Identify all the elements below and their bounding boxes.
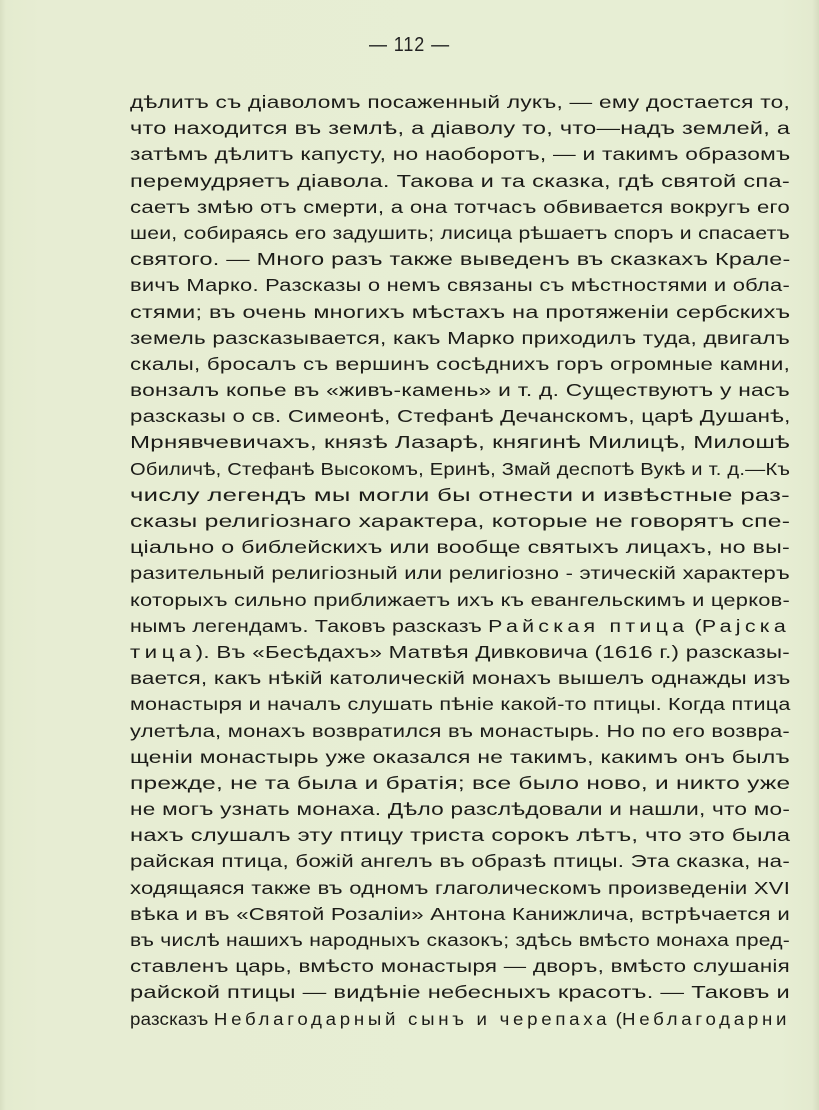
- text-line: числу легендъ мы могли бы отнести и извѣстные раз-: [130, 484, 791, 505]
- text-line: сказы религіознаго характера, которые не говорятъ спе-: [130, 511, 791, 531]
- text-line: ходящаяся также въ одномъ глаголическомъ произведеніи XVI: [130, 877, 791, 898]
- body-text: [130, 89, 790, 1032]
- text-line: прежде, не та была и братія; все было ново, и никто уже: [130, 772, 791, 793]
- text-line: ставленъ царь, вмѣсто монастыря — дворъ, вмѣсто слушанія: [130, 956, 790, 977]
- text-line: въ числѣ нашихъ народныхъ сказокъ; здѣсь вмѣсто монаха пред-: [130, 930, 791, 950]
- spaced-title: Неблагодарни: [622, 1008, 791, 1029]
- text-line: вѣка и въ «Святой Розаліи» Антона Канижлича, встрѣчается и: [130, 903, 790, 924]
- text-line: разсказы о св. Симеонѣ, Стефанѣ Дечанскомъ, царѣ Душанѣ,: [130, 406, 791, 427]
- text-line: [130, 1006, 790, 1032]
- text-line: вичъ Марко. Разсказы о немъ связаны съ мѣстностями и обла-: [130, 275, 791, 296]
- text-line: затѣмъ дѣлитъ капусту, но наоборотъ, — и такимъ образомъ: [130, 144, 791, 165]
- text-line: райская птица, божій ангелъ въ образѣ птицы. Эта сказка, на-: [130, 851, 791, 872]
- text-line: земель разсказывается, какъ Марко приходилъ туда, двигалъ: [130, 327, 790, 348]
- spaced-title: Райская птица: [488, 615, 689, 636]
- text-segment: нымъ легендамъ. Таковъ разсказъ: [130, 615, 489, 636]
- text-segment: ). Въ «Бесѣдахъ» Матвѣя Дивковича (1616 г.) разсказы-: [195, 641, 790, 662]
- text-line: [130, 613, 790, 639]
- spaced-title: Рајска: [701, 615, 790, 636]
- text-line: улетѣла, монахъ возвратился въ монастырь. Но по его возвра-: [130, 720, 790, 741]
- text-line: перемудряетъ діавола. Такова и та сказка, гдѣ святой спа-: [130, 170, 791, 191]
- page-number: — 112 —: [369, 34, 450, 56]
- spaced-title: тица: [130, 641, 196, 662]
- text-line: вонзалъ копье въ «живъ-камень» и т. д. Существуютъ у насъ: [130, 380, 791, 401]
- text-line: нахъ слушалъ эту птицу триста сорокъ лѣтъ, что это была: [130, 825, 791, 846]
- text-segment: разсказъ: [130, 1008, 214, 1029]
- text-line: [130, 639, 790, 665]
- text-line: скалы, бросалъ съ вершинъ сосѣднихъ горъ огромные камни,: [130, 353, 791, 374]
- text-segment: (: [610, 1008, 623, 1029]
- text-line: что находится въ землѣ, а діаволу то, что—надъ землей, а: [130, 118, 791, 139]
- text-line: щеніи монастырь уже оказался не такимъ, какимъ онъ былъ: [130, 746, 790, 767]
- text-line: разительный религіозный или религіозно - этическій характеръ: [130, 563, 790, 584]
- text-line: которыхъ сильно приближаетъ ихъ къ евангельскимъ и церков-: [130, 589, 790, 610]
- text-line: дѣлитъ съ діаволомъ посаженный лукъ, — ему достается то,: [130, 92, 791, 112]
- text-line: не могъ узнать монаха. Дѣло разслѣдовали и нашли, что мо-: [130, 799, 791, 820]
- text-line: саетъ змѣю отъ смерти, а она тотчасъ обвивается вокругъ его: [130, 196, 791, 217]
- text-line: стями; въ очень многихъ мѣстахъ на протяженіи сербскихъ: [130, 301, 791, 322]
- text-line: святого. — Много разъ также выведенъ въ сказкахъ Крале-: [130, 249, 791, 270]
- text-line: Мрнявчевичахъ, князѣ Лазарѣ, княгинѣ Милицѣ, Милошѣ: [130, 432, 791, 453]
- text-line: ціально о библейскихъ или вообще святыхъ лицахъ, но вы-: [130, 537, 791, 558]
- text-line: шеи, собираясь его задушить; лисица рѣшаетъ споръ и спасаетъ: [130, 222, 791, 243]
- text-line: монастыря и началъ слушать пѣніе какой-то птицы. Когда птица: [130, 694, 791, 715]
- text-line: вается, какъ нѣкій католическій монахъ вышелъ однажды изъ: [130, 668, 791, 689]
- text-line: Обиличѣ, Стефанѣ Высокомъ, Еринѣ, Змай деспотѣ Вукѣ и т. д.—Къ: [130, 458, 791, 479]
- text-line: райской птицы — видѣніе небесныхъ красотъ. — Таковъ и: [130, 982, 791, 1003]
- spaced-title: Неблагодарный сынъ и черепаха: [213, 1008, 611, 1029]
- text-segment: (: [688, 615, 702, 636]
